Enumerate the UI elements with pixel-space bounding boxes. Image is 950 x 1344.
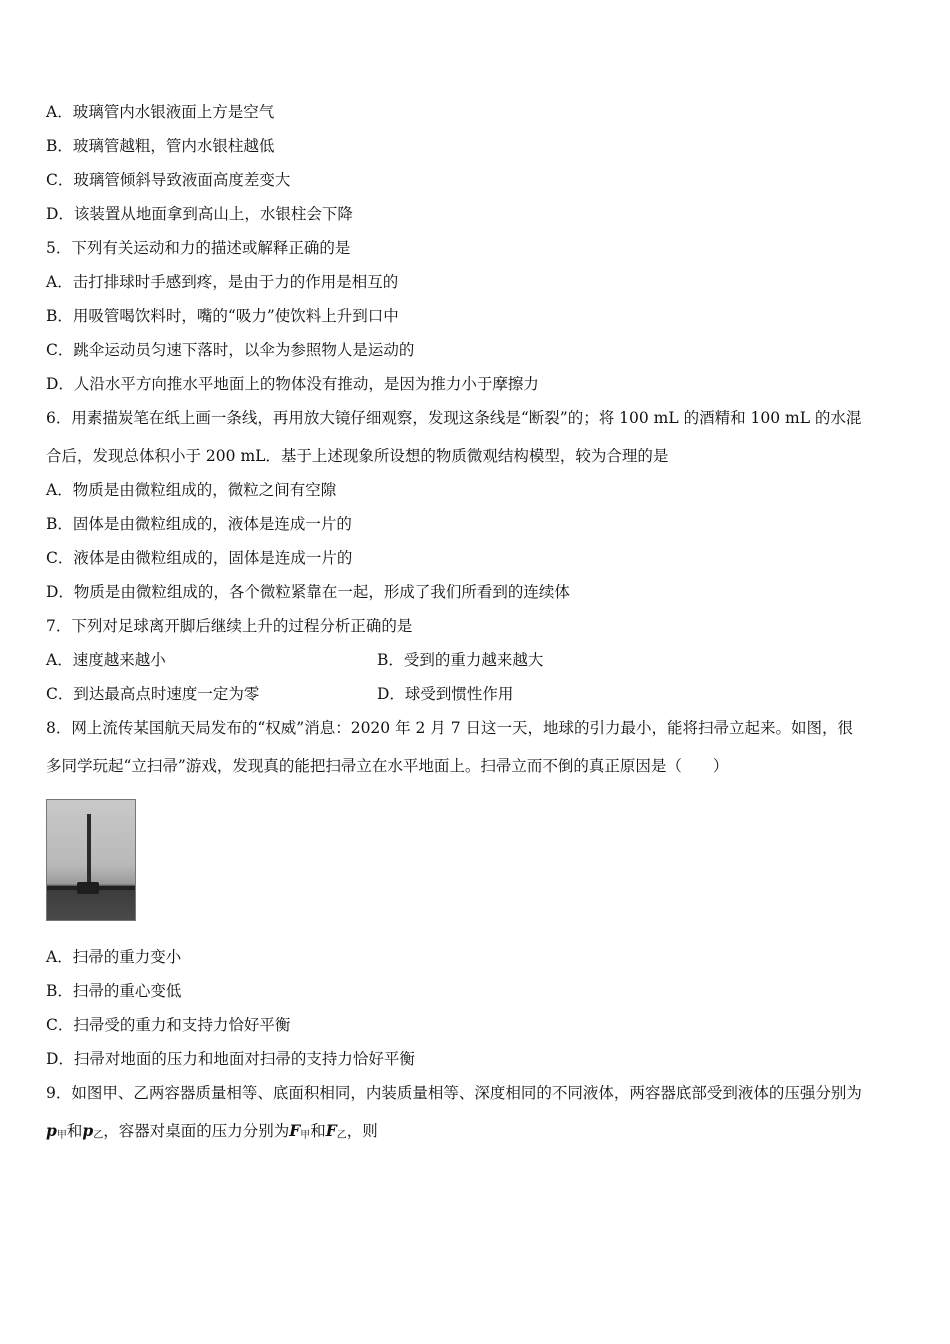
q5-option-c: C．跳伞运动员匀速下落时，以伞为参照物人是运动的 [46, 341, 415, 359]
q7-option-d: D．球受到惯性作用 [377, 685, 514, 703]
q6-option-c: C．液体是由微粒组成的，固体是连成一片的 [46, 549, 353, 567]
q4-option-b: B．玻璃管越粗，管内水银柱越低 [46, 137, 275, 155]
symbol-p-jia: p [46, 1121, 57, 1140]
q6-option-b: B．固体是由微粒组成的，液体是连成一片的 [46, 515, 352, 533]
q8-option-b: B．扫帚的重心变低 [46, 982, 182, 1000]
q9-and-1: 和 [66, 1122, 83, 1140]
subscript-jia-2: 甲 [300, 1130, 311, 1141]
broom-photo [46, 799, 136, 921]
q4-option-a: A．玻璃管内水银液面上方是空气 [46, 103, 275, 121]
q9-middle-text: ，容器对桌面的压力分别为 [103, 1122, 290, 1140]
q6-stem-line1: 6．用素描炭笔在纸上画一条线，再用放大镜仔细观察，发现这条线是“断裂”的；将 100 mL 的酒精和 100 mL 的水混 [46, 409, 862, 427]
q8-option-a: A．扫帚的重力变小 [46, 948, 182, 966]
q9-and-2: 和 [310, 1122, 326, 1140]
symbol-f-jia: F [289, 1121, 301, 1140]
q5-option-a: A．击打排球时手感到疼，是由于力的作用是相互的 [46, 273, 399, 291]
q7-option-c: C．到达最高点时速度一定为零 [46, 685, 260, 703]
q8-stem-line2: 多同学玩起“立扫帚”游戏，发现真的能把扫帚立在水平地面上。扫帚立而不倒的真正原因是（ ） [46, 757, 729, 775]
q7-stem: 7．下列对足球离开脚后继续上升的过程分析正确的是 [46, 617, 413, 635]
symbol-f-yi: F [325, 1121, 337, 1140]
symbol-p-yi: p [82, 1121, 94, 1140]
q5-option-b: B．用吸管喝饮料时，嘴的“吸力”使饮料上升到口中 [46, 307, 399, 325]
q4-option-c: C．玻璃管倾斜导致液面高度差变大 [46, 171, 291, 189]
subscript-yi: 乙 [93, 1130, 104, 1141]
q5-option-d: D．人沿水平方向推水平地面上的物体没有推动，是因为推力小于摩擦力 [46, 375, 539, 393]
q8-option-d: D．扫帚对地面的压力和地面对扫帚的支持力恰好平衡 [46, 1050, 415, 1068]
q5-stem: 5．下列有关运动和力的描述或解释正确的是 [46, 239, 351, 257]
q6-stem-line2: 合后，发现总体积小于 200 mL．基于上述现象所设想的物质微观结构模型，较为合理的是 [46, 447, 669, 465]
q4-option-d: D．该装置从地面拿到高山上，水银柱会下降 [46, 205, 353, 223]
q8-stem-line1: 8．网上流传某国航天局发布的“权威”消息：2020 年 2 月 7 日这一天，地球的引力最小，能将扫帚立起来。如图，很 [46, 719, 854, 737]
q6-option-d: D．物质是由微粒组成的，各个微粒紧靠在一起，形成了我们所看到的连续体 [46, 583, 570, 601]
q9-end-text: ，则 [346, 1122, 378, 1140]
q7-option-b: B．受到的重力越来越大 [377, 651, 544, 669]
q9-stem-line1: 9．如图甲、乙两容器质量相等、底面积相同，内装质量相等、深度相同的不同液体，两容器底部受到液体的压强分别为 [46, 1084, 862, 1102]
q9-stem-line2 [46, 1121, 378, 1146]
q8-option-c: C．扫帚受的重力和支持力恰好平衡 [46, 1016, 291, 1034]
broom-handle [87, 814, 91, 884]
broom-head [77, 882, 99, 894]
q7-option-a: A．速度越来越小 [46, 651, 166, 669]
q6-option-a: A．物质是由微粒组成的，微粒之间有空隙 [46, 481, 337, 499]
subscript-yi-2: 乙 [336, 1130, 347, 1141]
subscript-jia: 甲 [56, 1130, 67, 1141]
